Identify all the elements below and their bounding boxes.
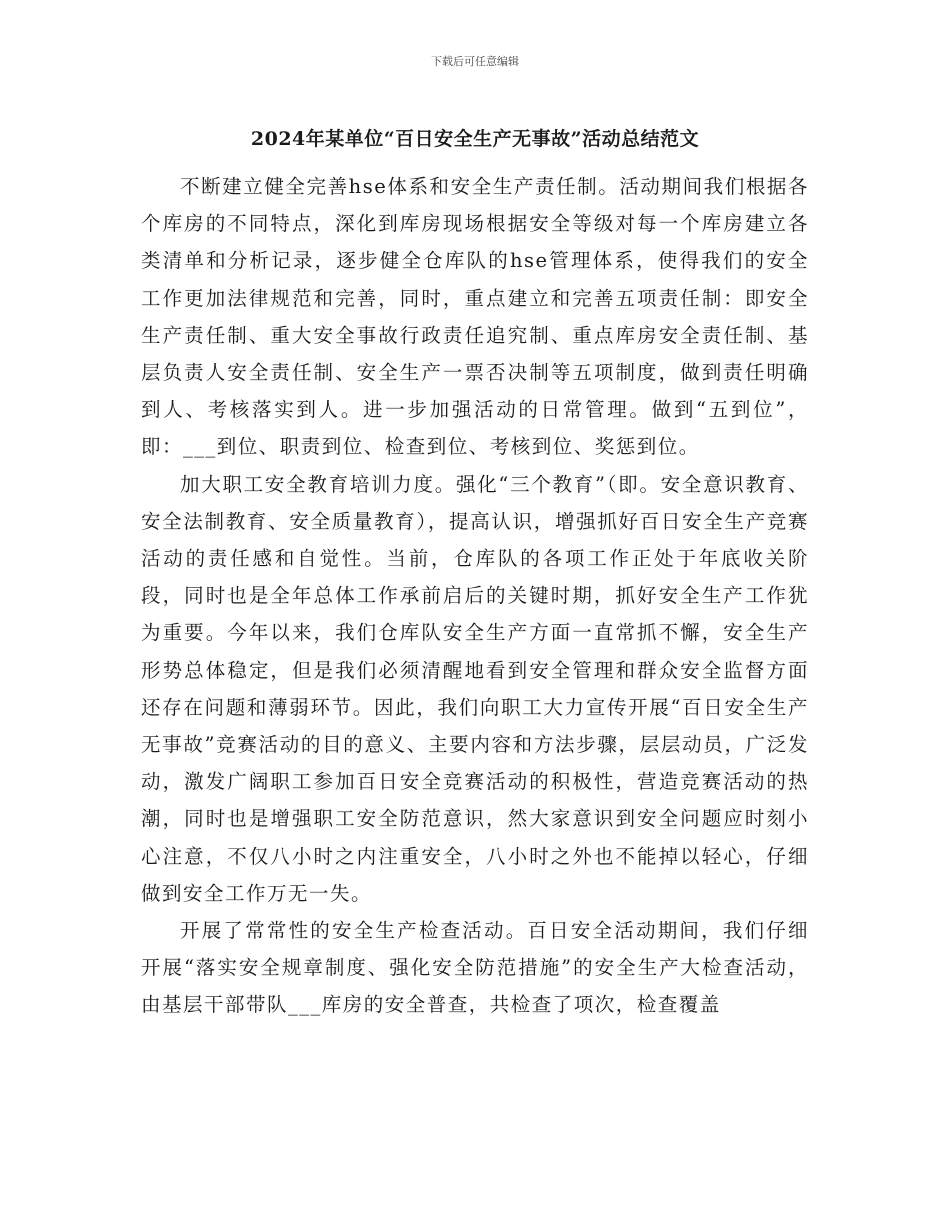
paragraph-safety-inspection: 开展了常常性的安全生产检查活动。百日安全活动期间，我们仔细开展“落实安全规章制度、强化安全防范措施”的安全生产大检查活动，由基层干部带队___库房的安全普查，共检查了项次，检查覆盖 [141, 919, 809, 1017]
page-header-note: 下载后可任意编辑 [431, 55, 519, 68]
paragraph-responsibility-system: 不断建立健全完善hse体系和安全生产责任制。活动期间我们根据各个库房的不同特点，深化到库房现场根据安全等级对每一个库房建立各类清单和分析记录，逐步健全仓库队的hse管理体系，使得我们的安全工作更加法律规范和完善，同时，重点建立和完善五项责任制：即安全生产责任制、重大安全事故行政责任追究制、重点库房安全责任制、基层负责人安全责任制、安全生产一票否决制等五项制度，做到责任明确到人、考核落实到人。进一步加强活动的日常管理。做到“五到位”，即：___到位、职责到位、检查到位、考核到位、奖惩到位。 [141, 175, 809, 459]
document-body [141, 168, 809, 1024]
paragraph-safety-education: 加大职工安全教育培训力度。强化“三个教育”（即。安全意识教育、安全法制教育、安全质量教育），提高认识，增强抓好百日安全生产竞赛活动的责任感和自觉性。当前，仓库队的各项工作正处于年底收关阶段，同时也是全年总体工作承前启后的关键时期，抓好安全生产工作犹为重要。今年以来，我们仓库队安全生产方面一直常抓不懈，安全生产形势总体稳定，但是我们必须清醒地看到安全管理和群众安全监督方面还存在问题和薄弱环节。因此，我们向职工大力宣传开展“百日安全生产无事故”竞赛活动的目的意义、主要内容和方法步骤，层层动员，广泛发动，激发广阔职工参加百日安全竞赛活动的积极性，营造竞赛活动的热潮，同时也是增强职工安全防范意识，然大家意识到安全问题应时刻小心注意，不仅八小时之内注重安全，八小时之外也不能掉以轻心，仔细做到安全工作万无一失。 [141, 472, 809, 905]
document-title: 2024年某单位“百日安全生产无事故”活动总结范文 [250, 128, 700, 150]
